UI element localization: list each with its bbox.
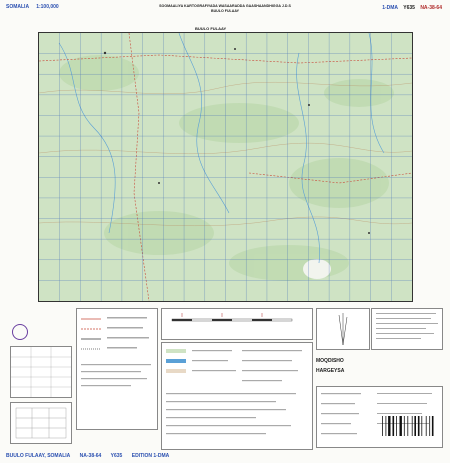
barcode-bar — [396, 416, 397, 436]
barcode-bar — [393, 416, 395, 436]
series-label: Y635 — [403, 5, 415, 11]
sheet-id-label: NA-38-64 — [420, 5, 442, 11]
projection-table — [10, 346, 72, 398]
barcode-bar — [404, 416, 405, 436]
declination-diagram — [316, 308, 370, 350]
notes-panel — [371, 308, 443, 350]
footer-series: Y635 — [110, 453, 123, 459]
map-sheet-name: BUULO FULAAY — [195, 26, 227, 31]
projection-table-lines — [11, 347, 71, 397]
barcode-bar — [421, 416, 422, 436]
road-legend — [76, 308, 158, 430]
header-right — [378, 5, 442, 11]
header-title — [120, 4, 330, 14]
edition-label: 1-DMA — [382, 5, 398, 11]
barcode-bar — [407, 416, 408, 436]
barcode-bar — [432, 416, 434, 436]
footer-edition: EDITION 1-DMA — [131, 453, 170, 459]
barcode-icon — [380, 414, 448, 442]
footer — [6, 453, 177, 459]
place-name-legend — [316, 358, 376, 374]
barcode-bar — [426, 416, 427, 436]
scale-bar — [161, 308, 313, 340]
symbol-legend — [161, 342, 313, 450]
road-legend-symbols — [77, 309, 157, 429]
scale-bar-graphic — [162, 309, 312, 339]
declination-lines — [317, 309, 369, 349]
barcode-bar — [412, 416, 413, 436]
barcode-bar — [400, 416, 402, 436]
title-line-1: SOOMAALIYA KARTOGRAFIYADA WASAARADDA GAASHAANDHIGGA J.D.S — [159, 4, 291, 8]
footer-sheet-id: NA-38-64 — [79, 453, 102, 459]
legend-area — [6, 306, 444, 452]
adjoining-sheets-diagram — [10, 402, 72, 444]
ministry-seal-icon — [12, 324, 28, 340]
notes-text-lines — [372, 309, 442, 349]
map-area — [38, 32, 413, 302]
scale-label: 1:100,000 — [36, 4, 59, 10]
barcode-bar — [418, 416, 420, 436]
place-name-2: HARGEYSA — [316, 368, 345, 374]
map-drawing — [39, 33, 412, 301]
barcode-bar — [388, 416, 390, 436]
symbol-legend-rows — [162, 343, 312, 449]
country-label: SOMALIA — [6, 4, 30, 10]
footer-title: BUULO FULAAY, SOMALIA — [6, 453, 71, 459]
place-name-1: MOQDISHO — [316, 358, 344, 364]
barcode-bar — [429, 416, 430, 436]
header-left — [6, 4, 59, 10]
barcode-bar — [382, 416, 383, 436]
adjoining-sheets-lines — [11, 403, 71, 443]
title-line-2: BUULO FULAAY — [210, 9, 240, 13]
barcode-bar — [414, 416, 416, 436]
barcode-bar — [386, 416, 387, 436]
